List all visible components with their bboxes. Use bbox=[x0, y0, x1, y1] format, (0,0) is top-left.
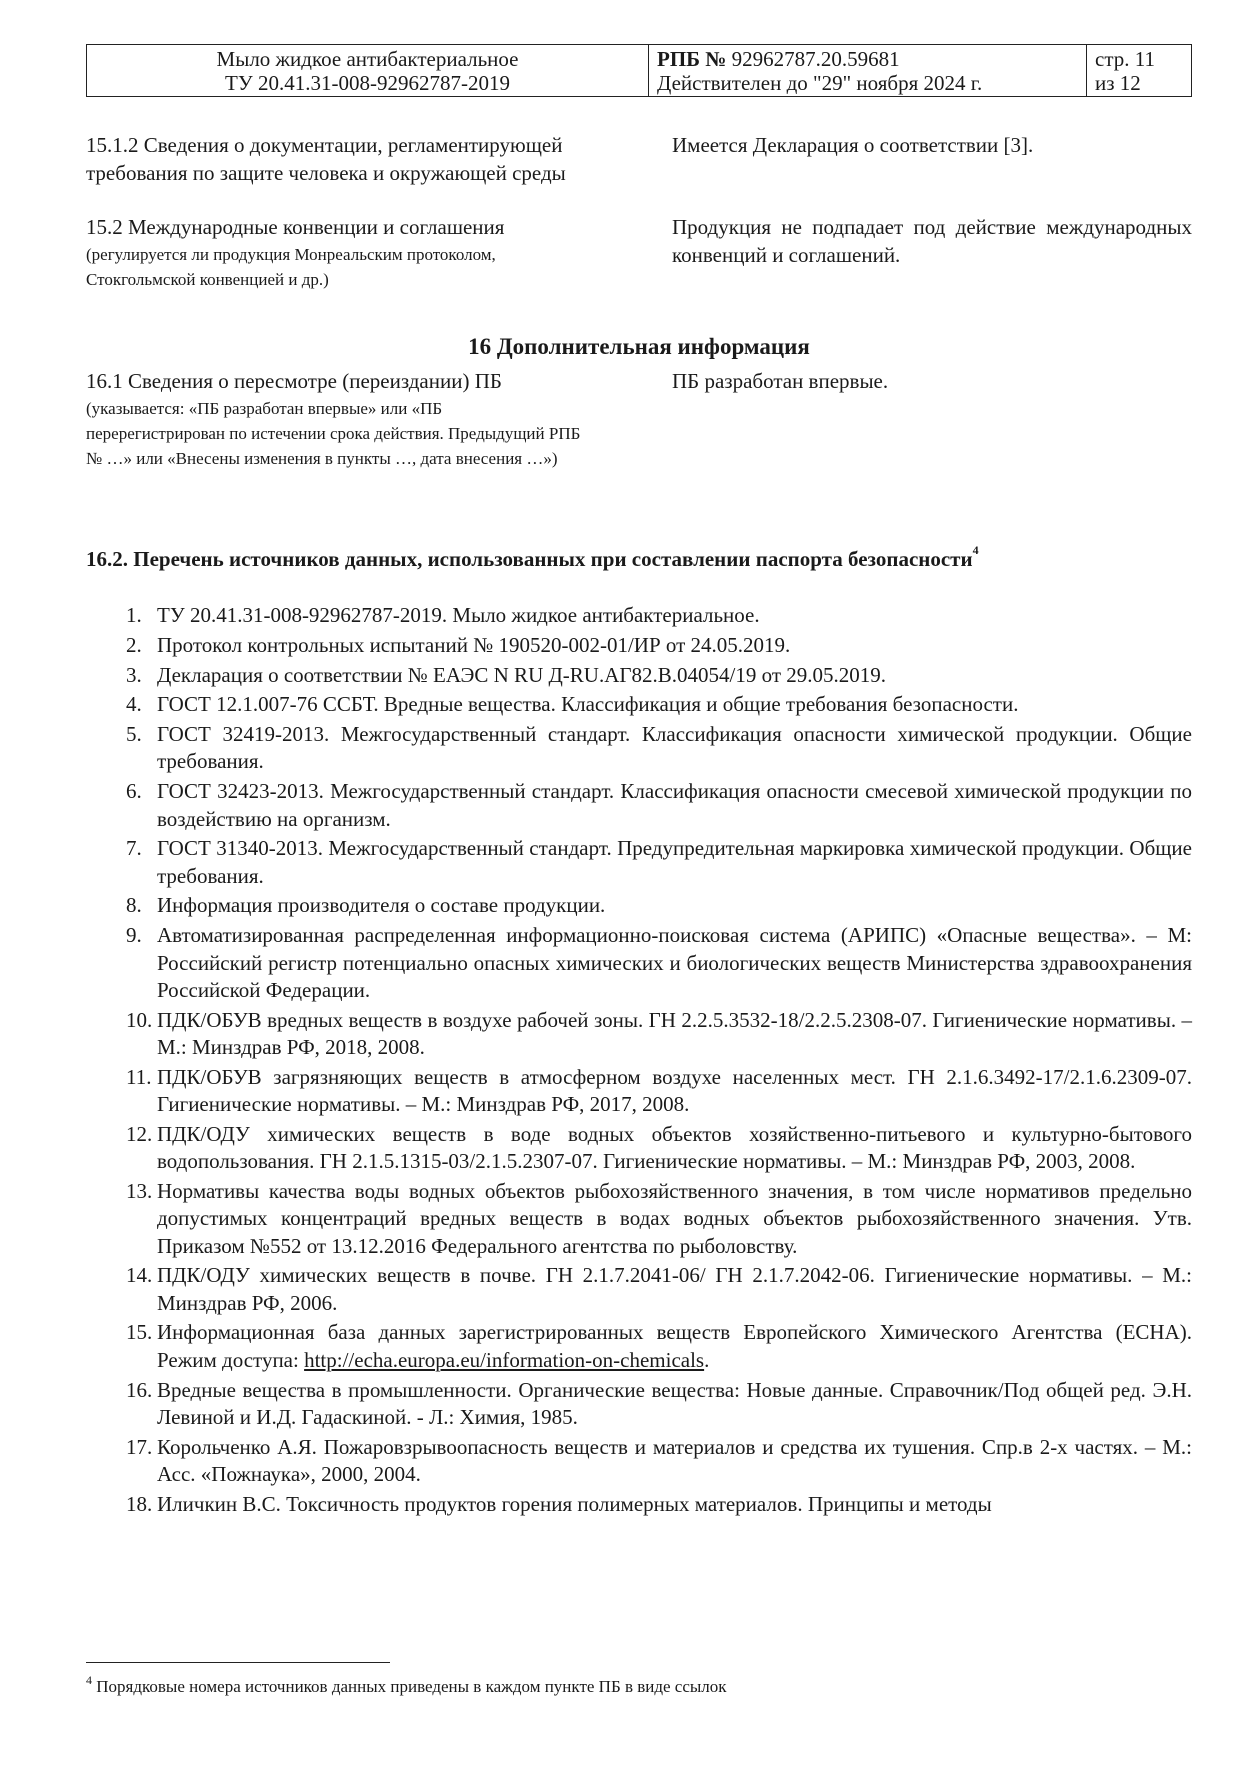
source-text bbox=[157, 892, 1192, 919]
source-number: 6. bbox=[126, 779, 142, 804]
source-number: 1. bbox=[126, 603, 142, 627]
row-16-1 bbox=[86, 368, 1192, 471]
source-number: 13. bbox=[126, 1178, 153, 1203]
source-item bbox=[126, 1434, 1192, 1489]
source-number: 12. bbox=[126, 1121, 153, 1146]
header-rpb-number: 92962787.20.59681 bbox=[726, 47, 900, 71]
source-item bbox=[126, 1121, 1192, 1176]
sources-title-text: 16.2. Перечень источников данных, использованных при составлении паспорта безопасности bbox=[86, 547, 973, 571]
source-text-body: Автоматизированная распределенная информационно-поисковая система (АРИПС) «Опасные вещества». – М: Российский регистр потенциально опасных химических и биологических веществ Министерства здравоохранения Российской Федерации. bbox=[157, 923, 1192, 1002]
row-value: ПБ разработан впервые. bbox=[672, 369, 889, 393]
header-tu: ТУ 20.41.31-008-92962787-2019 bbox=[225, 71, 510, 95]
source-item bbox=[126, 1377, 1192, 1432]
source-text bbox=[157, 632, 1192, 659]
source-item bbox=[126, 662, 1192, 689]
source-text bbox=[157, 1007, 1192, 1062]
source-text bbox=[157, 1319, 1192, 1374]
sources-list bbox=[126, 602, 1192, 1521]
source-text-body: Информационная база данных зарегистрированных веществ Европейского Химического Агентства (ECHA). Режим доступа: bbox=[157, 1320, 1192, 1372]
source-item bbox=[126, 602, 1192, 629]
header-rpb-label: РПБ № bbox=[657, 47, 727, 71]
row-label: 16.1 Сведения о пересмотре (переиздании) ПБ bbox=[86, 369, 502, 393]
row-label: 15.1.2 Сведения о документации, регламентирующей требования по защите человека и окружающей среды bbox=[86, 133, 566, 185]
source-text-body: Иличкин В.С. Токсичность продуктов горения полимерных материалов. Принципы и методы bbox=[157, 1491, 992, 1516]
source-item bbox=[126, 1319, 1192, 1374]
source-text-body: ПДК/ОБУВ вредных веществ в воздухе рабочей зоны. ГН 2.2.5.3532-18/2.2.5.2308-07. Гигиенические нормативы. – М.: Минздрав РФ, 2018, 2008. bbox=[157, 1007, 1192, 1059]
source-number: 4. bbox=[126, 692, 142, 717]
source-text-body: Корольченко А.Я. Пожаровзрывоопасность веществ и материалов и средства их тушения. Спр.в 2-х частях. – М.: Асс. «Пожнаука», 2000, 2004. bbox=[157, 1434, 1192, 1486]
source-text bbox=[157, 721, 1192, 776]
source-item bbox=[126, 1178, 1192, 1260]
row-label-block bbox=[86, 368, 584, 471]
source-text bbox=[157, 922, 1192, 1004]
source-text-body: ГОСТ 12.1.007-76 ССБТ. Вредные вещества. Классификация и общие требования безопасности. bbox=[157, 692, 1019, 717]
source-text-body: ПДК/ОБУВ загрязняющих веществ в атмосферном воздухе населенных мест. ГН 2.1.6.3492-17/2.1.6.2309-07. Гигиенические нормативы. – М.: Минздрав РФ, 2017, 2008. bbox=[157, 1064, 1192, 1117]
document-header bbox=[86, 44, 1192, 97]
source-text bbox=[157, 1064, 1192, 1119]
source-item bbox=[126, 1007, 1192, 1062]
source-number: 9. bbox=[126, 923, 142, 948]
row-note: (регулируется ли продукция Монреальским протоколом, Стокгольмской конвенцией и др.) bbox=[86, 244, 496, 289]
source-text-body: Протокол контрольных испытаний № 190520-002-01/ИР от 24.05.2019. bbox=[157, 632, 791, 657]
row-value: Продукция не подпадает под действие международных конвенций и соглашений. bbox=[672, 215, 1192, 267]
source-text bbox=[157, 602, 1192, 629]
row-label-block bbox=[86, 214, 584, 292]
footnote-divider bbox=[86, 1662, 390, 1663]
source-number: 16. bbox=[126, 1377, 153, 1402]
source-item bbox=[126, 892, 1192, 919]
source-item bbox=[126, 1064, 1192, 1119]
header-product-cell bbox=[87, 45, 649, 96]
source-text-body: ПДК/ОДУ химических веществ в почве. ГН 2.1.7.2041-06/ ГН 2.1.7.2042-06. Гигиенические нормативы. – М.: Минздрав РФ, 2006. bbox=[157, 1263, 1192, 1315]
source-text bbox=[157, 1491, 1192, 1518]
source-text bbox=[157, 1178, 1192, 1260]
source-item bbox=[126, 691, 1192, 718]
source-item bbox=[126, 1491, 1192, 1518]
source-text-body: Вредные вещества в промышленности. Органические вещества: Новые данные. Справочник/Под общей ред. Э.Н. Левиной и И.Д. Гадаскиной. - Л.: Химия, 1985. bbox=[157, 1377, 1192, 1429]
source-number: 8. bbox=[126, 893, 142, 918]
header-product-name: Мыло жидкое антибактериальное bbox=[216, 47, 519, 71]
header-rpb-cell bbox=[649, 45, 1087, 96]
source-number: 5. bbox=[126, 722, 142, 747]
sources-title bbox=[86, 543, 1206, 572]
header-of-pages: из 12 bbox=[1095, 71, 1141, 95]
source-number: 14. bbox=[126, 1263, 153, 1288]
footnote-text: Порядковые номера источников данных приведены в каждом пункте ПБ в виде ссылок bbox=[92, 1677, 727, 1696]
footnote-mark: 4 bbox=[86, 1673, 92, 1687]
header-page-cell bbox=[1087, 45, 1191, 96]
source-text-body: Информация производителя о составе продукции. bbox=[157, 893, 606, 918]
row-label: 15.2 Международные конвенции и соглашения bbox=[86, 215, 505, 239]
source-link[interactable]: http://echa.europa.eu/information-on-chemicals bbox=[304, 1347, 705, 1372]
footnote bbox=[86, 1673, 727, 1697]
source-item bbox=[126, 632, 1192, 659]
source-number: 15. bbox=[126, 1320, 153, 1345]
source-item bbox=[126, 1262, 1192, 1317]
row-value: Имеется Декларация о соответствии [3]. bbox=[672, 133, 1034, 157]
source-text-body: ГОСТ 32419-2013. Межгосударственный стандарт. Классификация опасности химической продукции. Общие требования. bbox=[157, 722, 1192, 774]
source-text bbox=[157, 662, 1192, 689]
row-15-2 bbox=[86, 214, 1192, 292]
source-item bbox=[126, 922, 1192, 1004]
source-text bbox=[157, 1377, 1192, 1432]
source-text-body: Декларация о соответствии № ЕАЭС N RU Д-RU.АГ82.В.04054/19 от 29.05.2019. bbox=[157, 662, 887, 687]
source-text bbox=[157, 1434, 1192, 1489]
source-text-body: ПДК/ОДУ химических веществ в воде водных объектов хозяйственно-питьевого и культурно-бытового водопользования. ГН 2.1.5.1315-03/2.1.5.2307-07. Гигиенические нормативы. – М.: Минздрав РФ, 2003, 2008. bbox=[157, 1121, 1192, 1174]
source-number: 3. bbox=[126, 662, 142, 687]
source-number: 7. bbox=[126, 836, 142, 861]
source-number: 2. bbox=[126, 632, 142, 657]
section-16-title: 16 Дополнительная информация bbox=[468, 334, 810, 359]
row-15-1-2 bbox=[86, 132, 1192, 187]
source-text-body: Нормативы качества воды водных объектов рыбохозяйственного значения, в том числе нормативов предельно допустимых концентраций вредных веществ в водах водных объектов рыбохозяйственного значения. Утв. Приказом №552 от 13.12.2016 Федерального агентства по рыболовству. bbox=[157, 1178, 1192, 1258]
source-text-body: ГОСТ 31340-2013. Межгосударственный стандарт. Предупредительная маркировка химической продукции. Общие требования. bbox=[157, 836, 1192, 888]
source-text bbox=[157, 778, 1192, 833]
row-note: (указывается: «ПБ разработан впервые» или «ПБ перерегистрирован по истечении срока действия. Предыдущий РПБ № …» или «Внесены изменения в пункты …, дата внесения …») bbox=[86, 398, 581, 468]
source-item bbox=[126, 721, 1192, 776]
source-number: 18. bbox=[126, 1491, 153, 1516]
source-text-body: ГОСТ 32423-2013. Межгосударственный стандарт. Классификация опасности смесевой химической продукции по воздействию на организм. bbox=[157, 779, 1192, 831]
source-text bbox=[157, 1121, 1192, 1176]
header-valid-until: Действителен до "29" ноября 2024 г. bbox=[657, 71, 983, 95]
source-text-body: ТУ 20.41.31-008-92962787-2019. Мыло жидкое антибактериальное. bbox=[157, 603, 760, 627]
source-text bbox=[157, 835, 1192, 890]
source-text-end: . bbox=[704, 1347, 710, 1372]
source-number: 11. bbox=[126, 1064, 152, 1089]
source-item bbox=[126, 778, 1192, 833]
source-text bbox=[157, 1262, 1192, 1317]
source-text bbox=[157, 691, 1192, 718]
source-item bbox=[126, 835, 1192, 890]
source-number: 17. bbox=[126, 1434, 153, 1459]
header-page: стр. 11 bbox=[1095, 47, 1155, 71]
source-number: 10. bbox=[126, 1007, 153, 1032]
footnote-ref[interactable]: 4 bbox=[972, 543, 979, 557]
